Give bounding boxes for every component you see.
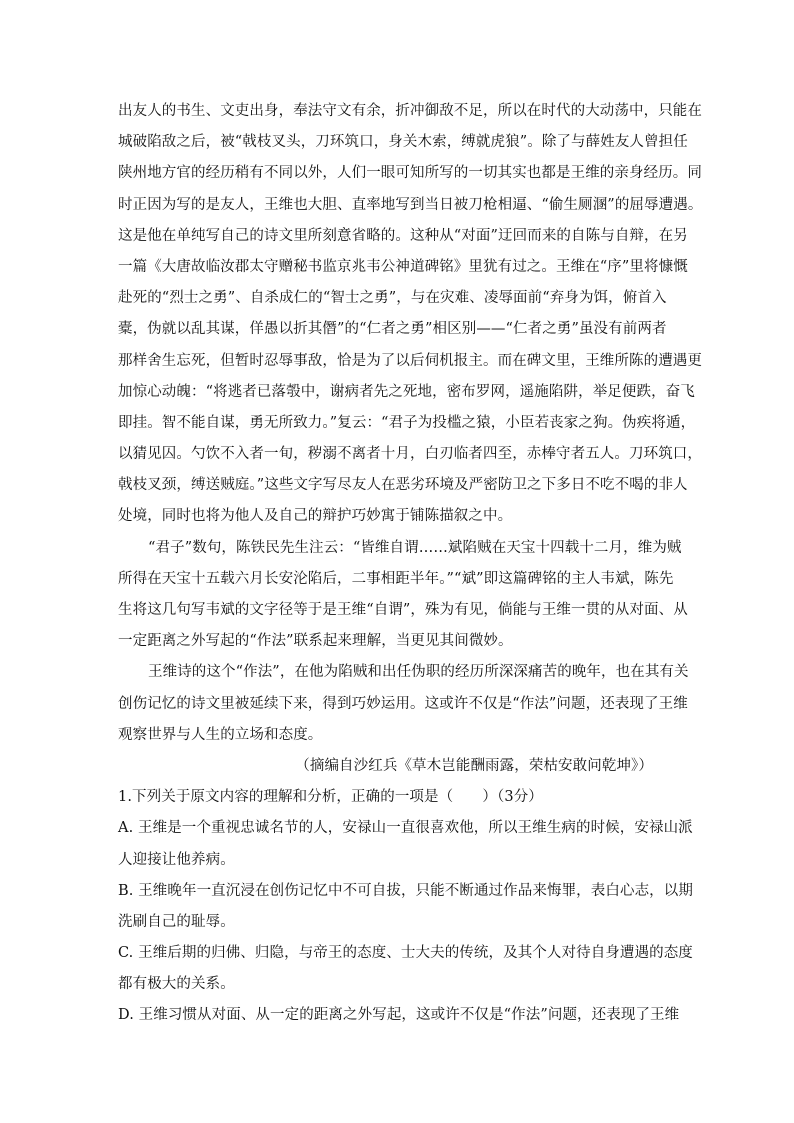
paragraph-line: 生将这几句写韦斌的文字径等于是王维“自谓”，殊为有见，倘能与王维一贯的从对面、从 bbox=[118, 602, 688, 618]
paragraph-line: 那样舍生忘死，但暂时忍辱事敌，恰是为了以后伺机报主。而在碑文里，王维所陈的遭遇更 bbox=[118, 352, 702, 369]
paragraph-line: 时正因为写的是友人，王维也大胆、直率地写到当日被刀枪相逼、“偷生厕溷”的屈辱遭遇。 bbox=[118, 196, 703, 213]
paragraph-line: 戟枝叉颈，缚送贼庭。”这些文字写尽友人在恶劣环境及严密防卫之下多日不吃不喝的非人 bbox=[118, 477, 688, 494]
paragraph-line: 王维诗的这个“作法”，在他为陷贼和出任伪职的经历所深深痛苦的晚年，也在其有关 bbox=[148, 664, 689, 681]
paragraph-line: “君子”数句，陈铁民先生注云：“皆维自谓……斌陷贼在天宝十四载十二月，维为贼 bbox=[148, 539, 682, 556]
paragraph-line: 即挂。智不能自谋，勇无所致力。”复云：“君子为投槛之猿，小臣若丧家之狗。伪疾将遁， bbox=[118, 414, 696, 431]
paragraph-line: 处境，同时也将为他人及自己的辩护巧妙寓于铺陈描叙之中。 bbox=[118, 508, 513, 525]
option-c bbox=[118, 938, 693, 1000]
paragraph-line: 一定距离之外写起的“作法”联系起来理解，当更见其间微妙。 bbox=[118, 633, 513, 650]
option-line: C. 王维后期的归佛、归隐，与帝王的态度、士大夫的传统，及其个人对待自身遭遇的态度 bbox=[118, 945, 693, 962]
source-citation: （摘编自沙红兵《草木岂能酬雨露，荣枯安敢问乾坤》） bbox=[295, 757, 653, 774]
option-line: 人迎接让他养病。 bbox=[118, 851, 235, 868]
paragraph-line: 赴死的“烈士之勇”、自杀成仁的“智士之勇”，与在灾难、凌辱面前“弃身为饵，俯首入 bbox=[118, 290, 667, 307]
option-d bbox=[118, 1000, 683, 1031]
paragraph-3 bbox=[118, 657, 689, 751]
paragraph-line: 加惊心动魄：“将逃者已落彀中，谢病者先之死地，密布罗网，遥施陷阱，举足便跌，奋飞 bbox=[118, 383, 695, 400]
paragraph-2 bbox=[118, 533, 688, 658]
paragraph-line: 橐，伪就以乱其谋，佯愚以折其僭”的“仁者之勇”相区别——“仁者之勇”虽没有前两者 bbox=[118, 321, 667, 338]
paragraph-line: 城破陷敌之后，被“戟枝叉头，刀环筑口，身关木索，缚就虎狼”。除了与薛姓友人曾担任 bbox=[118, 134, 688, 151]
paragraph-line: 创伤记忆的诗文里被延续下来，得到巧妙运用。这或许不仅是“作法”问题，还表现了王维 bbox=[118, 695, 688, 712]
paragraph-line: 陕州地方官的经历稍有不同以外，人们一眼可知所写的一切其实也都是王维的亲身经历。同 bbox=[118, 165, 702, 182]
question-stem: 1.下列关于原文内容的理解和分析，正确的一项是（ ）（3分） bbox=[118, 789, 543, 806]
paragraph-line: 出友人的书生、文吏出身，奉法守文有余，折冲御敌不足，所以在时代的大动荡中，只能在 bbox=[118, 103, 702, 119]
passage-body bbox=[118, 96, 703, 1032]
option-line: D. 王维习惯从对面、从一定的距离之外写起，这或许不仅是“作法”问题，还表现了王维 bbox=[118, 1007, 680, 1024]
option-line: A. 王维是一个重视忠诚名节的人，安禄山一直很喜欢他，所以王维生病的时候，安禄山派 bbox=[118, 820, 693, 837]
option-line: 都有极大的关系。 bbox=[118, 976, 235, 993]
option-b bbox=[118, 876, 693, 938]
paragraph-line: 一篇《大唐故临汝郡太守赠秘书监京兆韦公神道碑铭》里犹有过之。王维在“序”里将慷慨 bbox=[118, 258, 688, 275]
question-1 bbox=[118, 782, 693, 1032]
option-a bbox=[118, 813, 693, 875]
paragraph-line: 所得在天宝十五载六月长安沦陷后，二事相距半年。”“斌”即这篇碑铭的主人韦斌，陈先 bbox=[118, 570, 674, 587]
paragraph-line: 这是他在单纯写自己的诗文里所刻意省略的。这种从“对面”迂回而来的自陈与自辩，在另 bbox=[118, 227, 688, 244]
paragraph-1 bbox=[118, 96, 703, 533]
option-line: B. 王维晚年一直沉浸在创伤记忆中不可自拔，只能不断通过作品来悔罪，表白心志，以期 bbox=[118, 882, 693, 899]
option-line: 洗刷自己的耻辱。 bbox=[118, 913, 235, 930]
paragraph-line: 以猜见囚。勺饮不入者一旬，秽溺不离者十月，白刃临者四至，赤棒守者五人。刀环筑口， bbox=[118, 446, 702, 463]
paragraph-line: 观察世界与人生的立场和态度。 bbox=[118, 726, 323, 743]
